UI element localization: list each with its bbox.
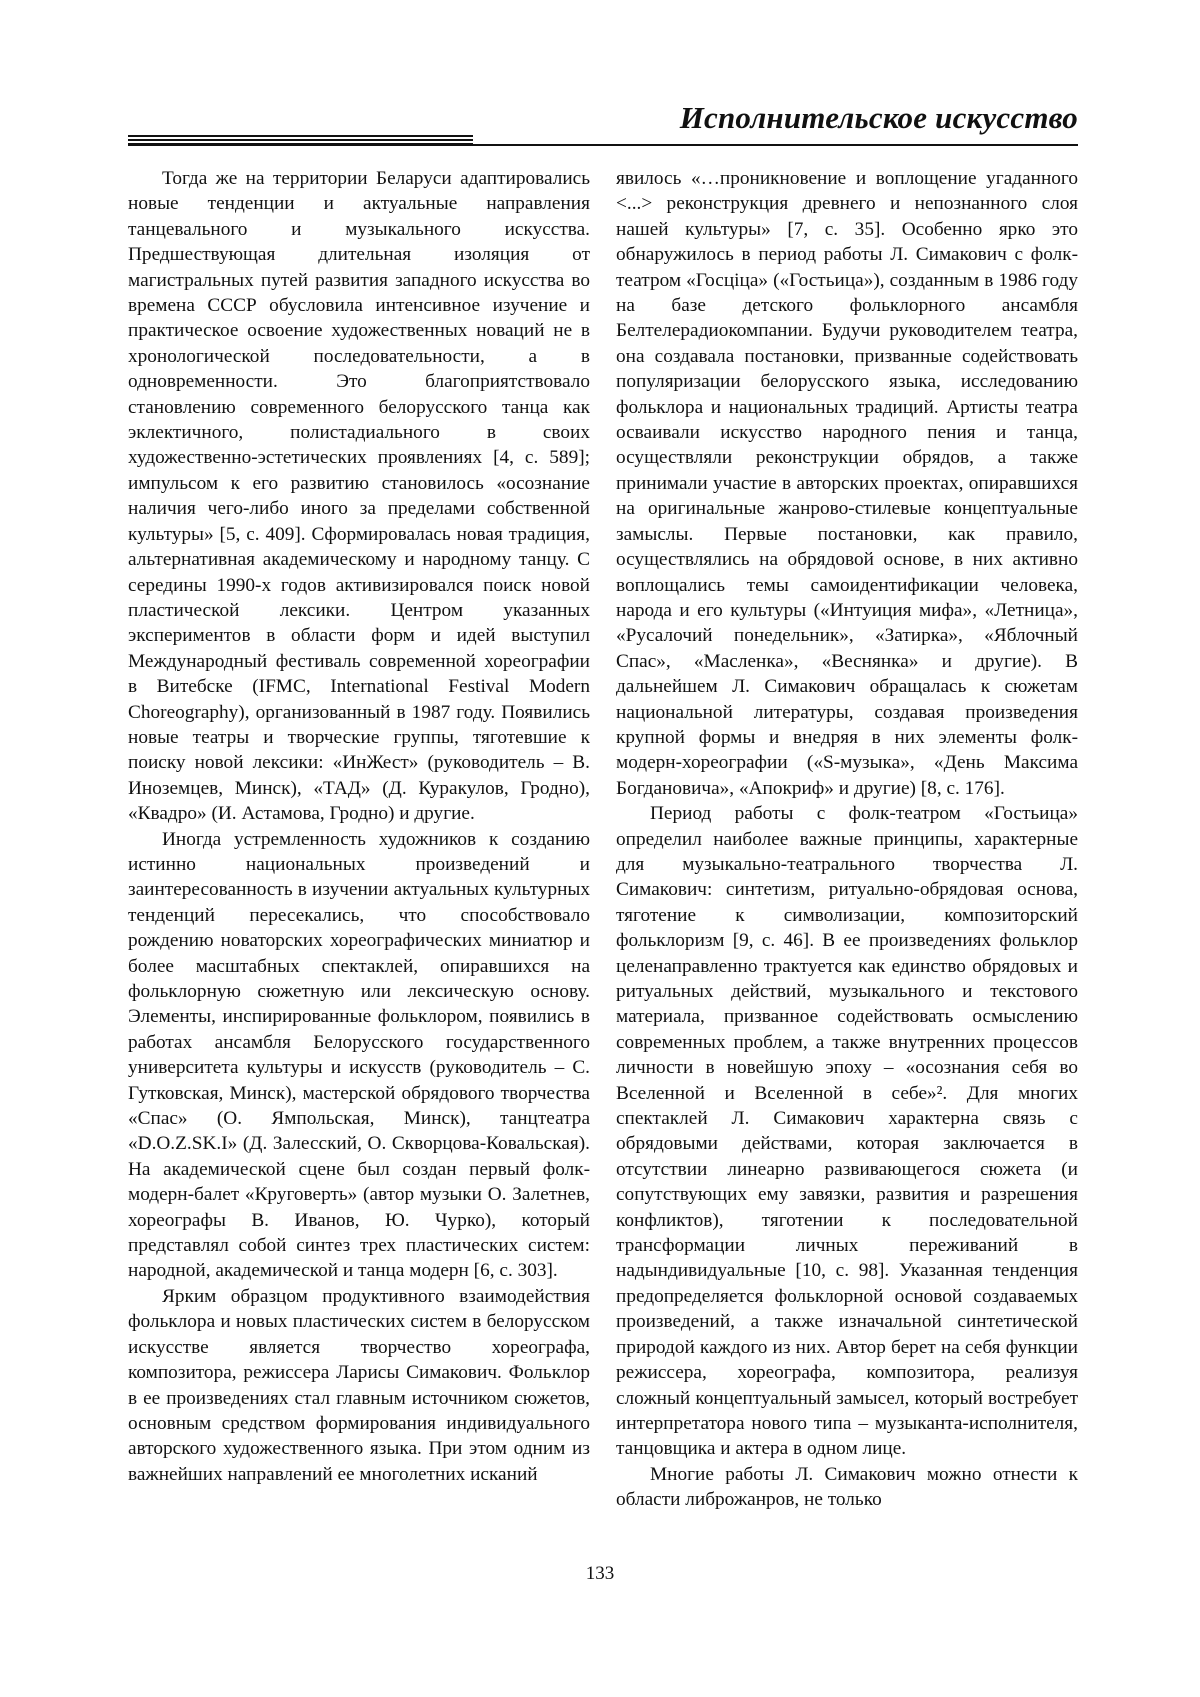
paragraph: Многие работы Л. Симакович можно отнести к области либрожанров, не только <box>616 1463 1078 1511</box>
paragraph: Тогда же на территории Беларуси адаптировались новые тенденции и актуальные направления танцевального и музыкального искусства. Предшествующая длительная изоляция от магистральных путей развития западного искусства во времена СССР обусловила интенсивное изучение и практическое освоение художественных новаций не в хронологической последовательности, а в одновременности. Это благоприятствовало становлению современного белорусского танца как эклектичного, полистадиального в своих художественно-эстетических проявлениях [4, с. 589]; импульсом к его развитию становилось «осознание наличия чего-либо иного за пределами собственной культуры» [5, с. 409]. Сформировалась новая традиция, альтернативная академическому и народному танцу. С середины 1990-х годов активизировался поиск новой пластической лексики. Центром указанных экспериментов в области форм и идей выступил Международный фестиваль современной хореографии в Витебске (IFMC, International Festival Modern Choreography), организованный в 1987 году. Появились новые театры и творческие группы, тяготевшие к поиску новой лексики: «ИнЖест» (руководитель – В. Иноземцев, Минск), «ТАД» (Д. Куракулов, Гродно), «Квадро» (И. Астамова, Гродно) и другие. <box>128 168 590 825</box>
paragraph: явилось «…проникновение и воплощение угаданного <...> реконструкция древнего и непознанного слоя нашей культуры» [7, с. 35]. Особенно ярко это обнаружилось в период работы Л. Симакович с фолк-театром «Госціца» («Гостьица»), созданным в 1986 году на базе детского фольклорного ансамбля Белтелерадиокомпании. Будучи руководителем театра, она создавала постановки, призванные содействовать популяризации белорусского языка, исследованию фольклора и национальных традиций. Артисты театра осваивали искусство народного пения и танца, осуществляли реконструкции обрядов, а также принимали участие в авторских проектах, опиравшихся на оригинальные жанрово-стилевые концептуальные замыслы. Первые постановки, как правило, осуществлялись на обрядовой основе, в них активно воплощались темы самоидентификации человека, народа и его культуры («Интуиция мифа», «Летница», «Русалочий понедельник», «Затирка», «Яблочный Спас», «Масленка», «Веснянка» и другие). В дальнейшем Л. Симакович обращалась к сюжетам национальной литературы, создавая произведения крупной формы и внедряя в них элементы фолк-модерн-хореографии («S-музыка», «День Максима Богдановича», «Апокриф» и другие) [8, с. 176]. <box>616 168 1078 799</box>
paragraph: Ярким образцом продуктивного взаимодействия фольклора и новых пластических систем в белорусском искусстве является творчество хореографа, композитора, режиссера Ларисы Симакович. Фольклор в ее произведениях стал главным источником сюжетов, основным средством формирования индивидуального авторского художественного языка. При этом одним из важнейших направлений ее многолетних исканий <box>128 1285 590 1485</box>
header-rule <box>128 144 1078 146</box>
paragraph: Период работы с фолк-театром «Гостьица» определил наиболее важные принципы, характерные для музыкально-театрального творчества Л. Симакович: синтетизм, ритуально-обрядовая основа, тяготение к символизации, композиторский фольклоризм [9, с. 46]. В ее произведениях фольклор целенаправленно трактуется как единство обрядовых и ритуальных действий, музыкального и текстового материала, призванное содействовать осмыслению современных проблем, а также внутренних процессов личности в новейшую эпоху – «осознания себя во Вселенной и Вселенной в себе»². Для многих спектаклей Л. Симакович характерна связь с обрядовыми действами, которая заключается в отсутствии линеарно развивающегося сюжета (и сопутствующих ему завязки, развития и разрешения конфликтов), тяготении к последовательной трансформации личных переживаний в надындивидуальные [10, с. 98]. Указанная тенденция предопределяется фольклорной основой создаваемых произведений, а также изначальной синтетической природой каждого из них. Автор берет на себя функции режиссера, хореографа, композитора, реализуя сложный концептуальный замысел, который востребует интерпретатора нового типа – музыканта-исполнителя, танцовщика и актера в одном лице. <box>616 803 1078 1460</box>
section-header-title: Исполнительское искусство <box>679 100 1078 135</box>
right-text-column <box>616 166 1078 1513</box>
left-text-column <box>128 166 590 1487</box>
page-number: 133 <box>585 1563 615 1584</box>
paragraph: Иногда устремленность художников к созданию истинно национальных произведений и заинтересованность в изучении актуальных культурных тенденций пересекались, что способствовало рождению новаторских хореографических миниатюр и более масштабных спектаклей, опиравшихся на фольклорную сюжетную или лексическую основу. Элементы, инспирированные фольклором, появились в работах ансамбля Белорусского государственного университета культуры и искусств (руководитель – С. Гутковская, Минск), мастерской обрядового творчества «Спас» (О. Ямпольская, Минск), танцтеатра «D.O.Z.SK.I» (Д. Залесский, О. Скворцова-Ковальская). На академической сцене был создан первый фолк-модерн-балет «Круговерть» (автор музыки О. Залетнев, хореографы В. Иванов, Ю. Чурко), который представлял собой синтез трех пластических систем: народной, академической и танца модерн [6, с. 303]. <box>128 828 590 1282</box>
